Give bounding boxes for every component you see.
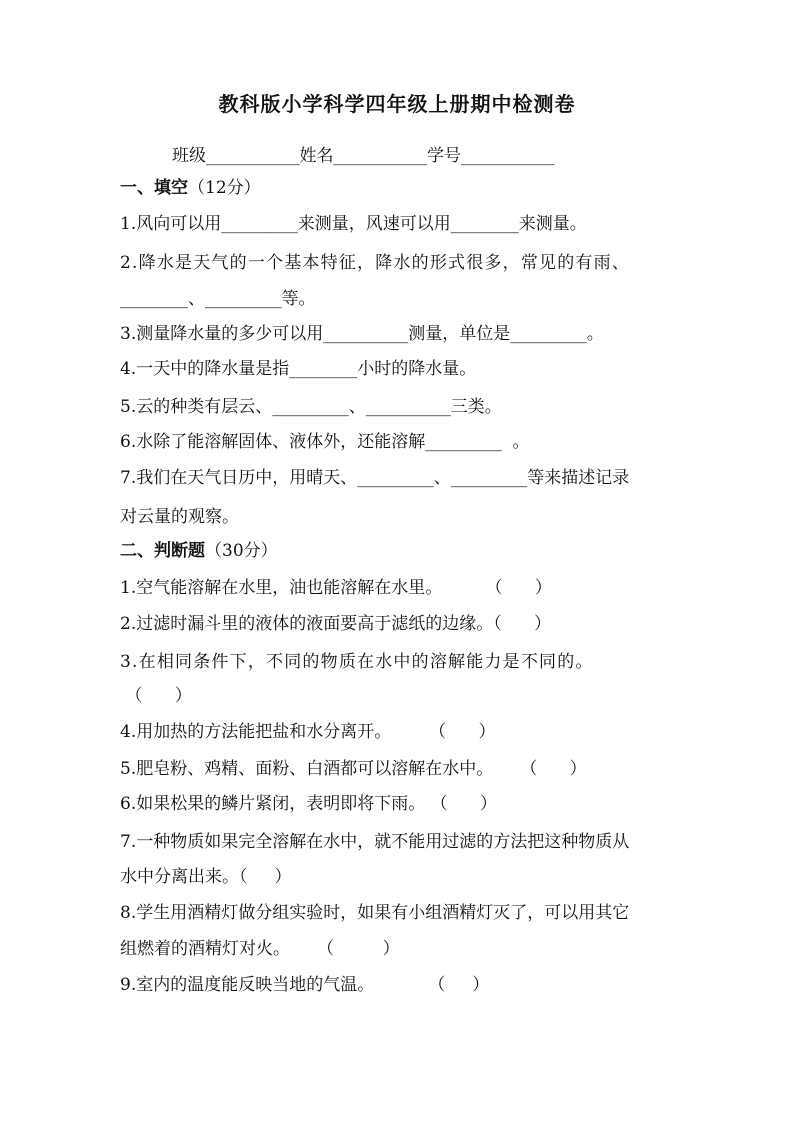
section1-heading (120, 176, 261, 200)
judge-question-1: 1.空气能溶解在水里，油也能溶解在水里。 （ ） (120, 578, 552, 598)
student-info-line: 班级___________姓名___________学号___________ (172, 146, 555, 166)
fill-question-4: 4.一天中的降水量是指________小时的降水量。 (120, 359, 477, 379)
judge-question-2: 2.过滤时漏斗里的液体的液面要高于滤纸的边缘。（ ） (120, 614, 552, 634)
section2-heading-text: 二、判断题 (120, 541, 205, 561)
section1-score: （12分） (188, 178, 261, 198)
judge-question-4: 4.用加热的方法能把盐和水分离开。 （ ） (120, 722, 496, 742)
judge-question-7-cont: 水中分离出来。（ ） (120, 867, 292, 887)
judge-question-8: 8.学生用酒精灯做分组实验时，如果有小组酒精灯灭了，可以用其它 (120, 903, 630, 923)
judge-question-8-cont: 组燃着的酒精灯对火。 （ ） (120, 939, 400, 959)
fill-question-1: 1.风向可以用_________来测量，风速可以用________来测量。 (120, 214, 587, 234)
fill-question-7-cont: 对云量的观察。 (120, 507, 239, 527)
judge-question-6: 6.如果松果的鳞片紧闭，表明即将下雨。 （ ） (120, 794, 498, 814)
fill-question-7: 7.我们在天气日历中，用晴天、_________、_________等来描述记录 (120, 468, 630, 488)
judge-question-3: 3.在相同条件下，不同的物质在水中的溶解能力是不同的。 (120, 652, 594, 672)
fill-question-6: 6.水除了能溶解固体、液体外，还能溶解_________ 。 (120, 432, 530, 452)
fill-question-3: 3.测量降水量的多少可以用__________测量，单位是_________。 (120, 324, 604, 344)
judge-question-3-bracket: （ ） (120, 686, 192, 706)
exam-title: 教科版小学科学四年级上册期中检测卷 (218, 92, 576, 116)
section2-heading (120, 539, 278, 563)
judge-question-5: 5.肥皂粉、鸡精、面粉、白酒都可以溶解在水中。 （ ） (120, 759, 587, 779)
section2-score: （30分） (205, 541, 278, 561)
judge-question-9: 9.室内的温度能反映当地的气温。 （ ） (120, 975, 490, 995)
fill-question-5: 5.云的种类有层云、_________、__________三类。 (120, 397, 502, 417)
fill-question-2: 2.降水是天气的一个基本特征，降水的形式很多，常见的有雨、 (120, 253, 631, 273)
fill-question-2-cont: ________、_________等。 (120, 289, 316, 309)
judge-question-7: 7.一种物质如果完全溶解在水中，就不能用过滤的方法把这种物质从 (120, 832, 630, 852)
section1-heading-text: 一、填空 (120, 178, 188, 198)
